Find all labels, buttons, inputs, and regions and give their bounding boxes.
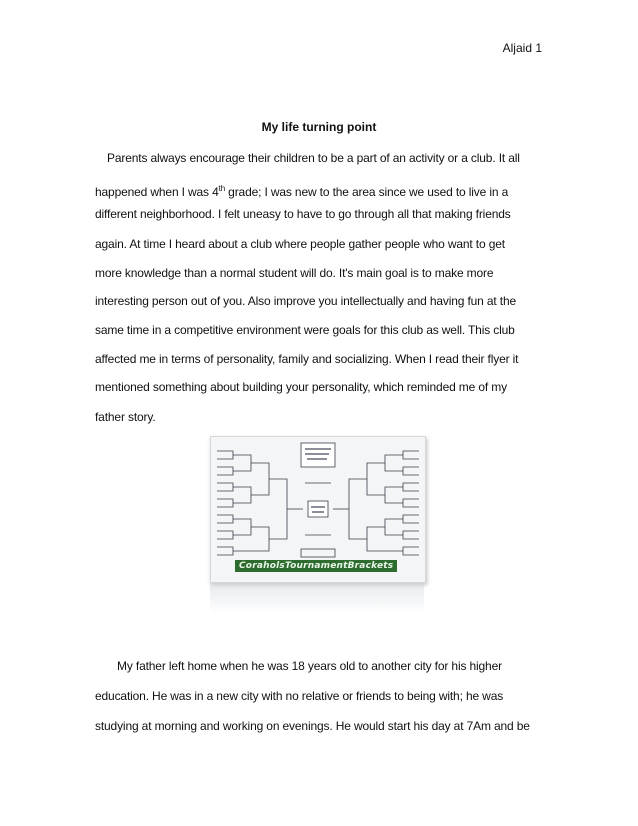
- ordinal-superscript: th: [218, 184, 225, 193]
- paragraph-line: different neighborhood. I felt uneasy to have to go through all that making friends: [95, 207, 511, 221]
- paragraph-line: My father left home when he was 18 years old to another city for his higher: [117, 659, 502, 673]
- paragraph-line: Parents always encourage their children to be a part of an activity or a club. It all: [107, 151, 520, 165]
- paragraph-line: [95, 184, 508, 200]
- tournament-bracket-figure: [210, 436, 424, 614]
- paragraph-line: same time in a competitive environment were goals for this club as well. This club: [95, 323, 515, 337]
- essay-title: My life turning point: [261, 120, 377, 134]
- paragraph-line: affected me in terms of personality, family and socializing. When I read their flyer it: [95, 352, 519, 366]
- paragraph-line: studying at morning and working on evenings. He would start his day at 7Am and be: [95, 719, 530, 733]
- paragraph-line: again. At time I heard about a club where people gather people who want to get: [95, 237, 505, 251]
- paragraph-line: mentioned something about building your personality, which reminded me of my: [95, 380, 507, 394]
- running-head: Aljaid 1: [502, 41, 542, 55]
- watermark-text: CoraholsTournamentBrackets: [235, 560, 397, 572]
- line-text: grade; I was new to the area since we used to live in a: [225, 185, 509, 199]
- paragraph-line: interesting person out of you. Also improve you intellectually and having fun at the: [95, 294, 517, 308]
- tournament-bracket-image: [210, 436, 426, 583]
- image-reflection: [210, 582, 424, 614]
- paragraph-line: more knowledge than a normal student will do. It's main goal is to make more: [95, 266, 494, 280]
- line-text: happened when I was 4: [95, 185, 219, 199]
- paragraph-line: education. He was in a new city with no relative or friends to being with; he was: [95, 689, 504, 703]
- paragraph-line: father story.: [95, 410, 156, 424]
